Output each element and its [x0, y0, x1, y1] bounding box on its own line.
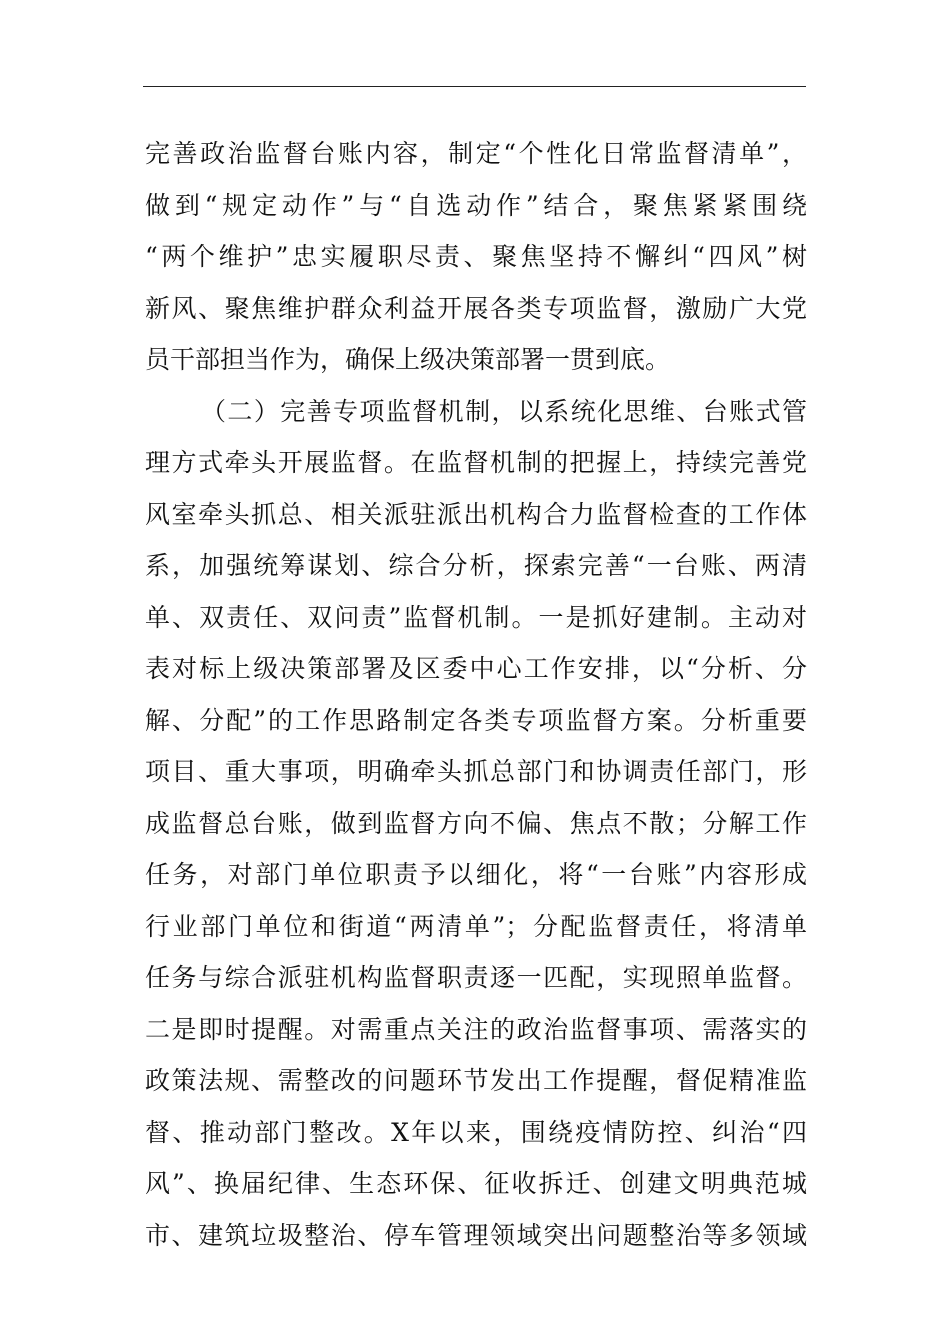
text-line: 新风、聚焦维护群众利益开展各类专项监督，激励广大党: [145, 293, 807, 323]
text-line: 项目、重大事项，明确牵头抓总部门和协调责任部门，形: [145, 757, 807, 786]
text-line: 单、双责任、双问责”监督机制。一是抓好建制。主动对: [145, 602, 807, 632]
text-line: 完善政治监督台账内容，制定“个性化日常监督清单”，: [145, 139, 807, 168]
text-line: 行业部门单位和街道“两清单”；分配监督责任，将清单: [145, 911, 807, 941]
text-line: 理方式牵头开展监督。在监督机制的把握上，持续完善党: [145, 448, 807, 477]
text-line: “两个维护”忠实履职尽责、聚焦坚持不懈纠“四风”树: [145, 242, 807, 271]
text-line: 表对标上级决策部署及区委中心工作安排，以“分析、分: [145, 654, 807, 683]
text-line: 成监督总台账，做到监督方向不偏、焦点不散；分解工作: [145, 808, 807, 838]
text-line: 解、分配”的工作思路制定各类专项监督方案。分析重要: [145, 705, 807, 735]
text-line: 风室牵头抓总、相关派驻派出机构合力监督检查的工作体: [145, 499, 807, 529]
section-heading-line: （二）完善专项监督机制，以系统化思维、台账式管: [201, 396, 807, 426]
text-line: 风”、换届纪律、生态环保、征收拆迁、创建文明典范城: [145, 1169, 807, 1198]
text-line: 员干部担当作为，确保上级决策部署一贯到底。: [145, 345, 671, 374]
body-text: [145, 128, 807, 1261]
text-line: 督、推动部门整改。X年以来，围绕疫情防控、纠治“四: [145, 1117, 807, 1147]
header-rule: [143, 86, 806, 87]
text-line: 做到“规定动作”与“自选动作”结合，聚焦紧紧围绕: [145, 190, 807, 220]
text-line: 任务，对部门单位职责予以细化，将“一台账”内容形成: [145, 860, 807, 889]
text-line: 任务与综合派驻机构监督职责逐一匹配，实现照单监督。: [145, 963, 807, 992]
text-line: 政策法规、需整改的问题环节发出工作提醒，督促精准监: [145, 1066, 807, 1095]
text-line: 系，加强统筹谋划、综合分析，探索完善“一台账、两清: [145, 551, 807, 580]
text-line: 市、建筑垃圾整治、停车管理领域突出问题整治等多领域: [145, 1220, 807, 1250]
text-line: 二是即时提醒。对需重点关注的政治监督事项、需落实的: [145, 1014, 807, 1044]
